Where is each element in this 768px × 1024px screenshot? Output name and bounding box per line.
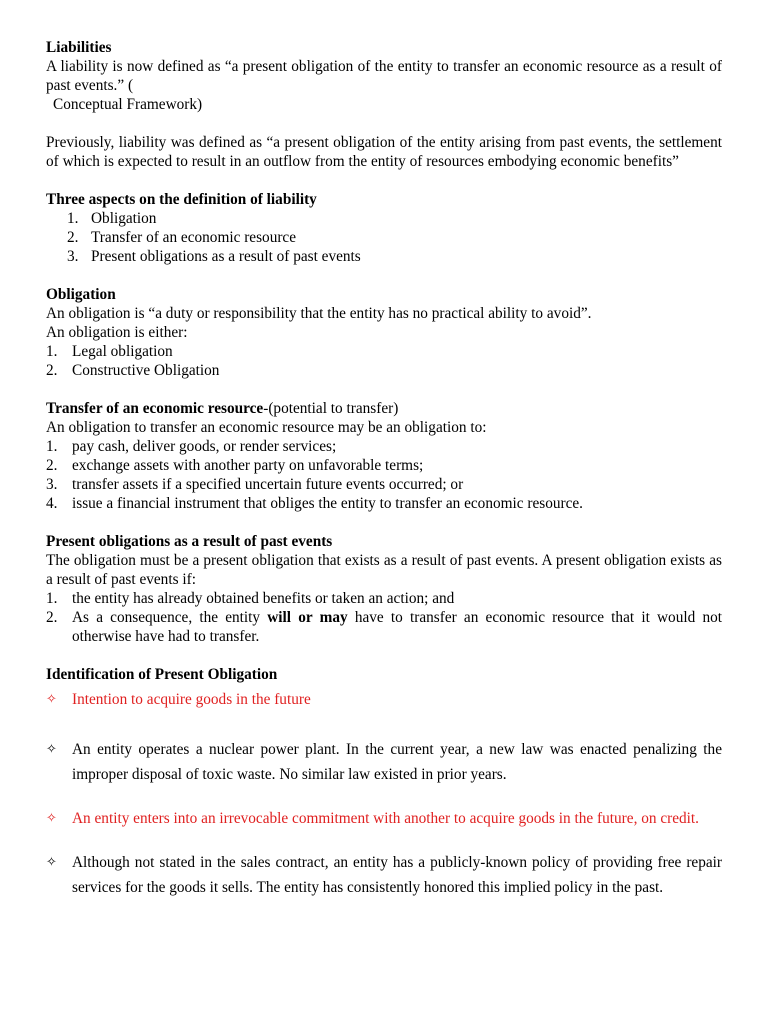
list-item: 2. As a consequence, the entity will or may have to transfer an economic resource that it would not otherwise have had to transfer.	[46, 609, 722, 645]
heading-three-aspects: Three aspects on the definition of liability	[46, 191, 317, 208]
heading-identification: Identification of Present Obligation	[46, 666, 278, 683]
previous-definition: Previously, liability was defined as “a present obligation of the entity arising from past events, the settlement of which is expected to result in an outflow from the entity of resources embodying economic benefits”	[46, 134, 722, 170]
list-item: 2. Constructive Obligation	[46, 362, 220, 379]
list-item: 1. pay cash, deliver goods, or render services;	[46, 438, 337, 455]
transfer-list	[46, 437, 722, 513]
heading-liabilities: Liabilities	[46, 39, 112, 56]
present-obligation-intro: The obligation must be a present obligation that exists as a result of past events. A present obligation exists as a result of past events if:	[46, 552, 722, 588]
liability-definition-source: Conceptual Framework)	[53, 96, 203, 113]
list-item: 1. the entity has already obtained benefits or taken an action; and	[46, 590, 455, 607]
heading-obligation: Obligation	[46, 286, 116, 303]
list-item: 1. Obligation	[67, 210, 157, 227]
list-item: 3. transfer assets if a specified uncertain future events occurred; or	[46, 476, 464, 493]
heading-present-obligations: Present obligations as a result of past events	[46, 533, 333, 550]
diamond-bullet-icon: ✧	[46, 692, 57, 707]
identification-item-2: ✧ An entity operates a nuclear power plant. In the current year, a new law was enacted penalizing the improper disposal of toxic waste. No similar law existed in prior years.	[46, 741, 722, 783]
list-item: 2. exchange assets with another party on unfavorable terms;	[46, 457, 424, 474]
list-item: 4. issue a financial instrument that obliges the entity to transfer an economic resource.	[46, 495, 584, 512]
diamond-bullet-icon: ✧	[46, 855, 57, 870]
obligation-types-list	[46, 342, 722, 380]
liability-definition: A liability is now defined as “a present obligation of the entity to transfer an economic resource as a result of past events.” (	[46, 58, 722, 94]
list-item: 2. Transfer of an economic resource	[67, 229, 297, 246]
diamond-bullet-icon: ✧	[46, 742, 57, 757]
identification-item-4: ✧ Although not stated in the sales contract, an entity has a publicly-known policy of providing free repair services for the goods it sells. The entity has consistently honored this implied policy in the past.	[46, 854, 722, 896]
diamond-bullet-icon: ✧	[46, 811, 57, 826]
present-obligation-list	[46, 589, 722, 646]
list-item: 1. Legal obligation	[46, 343, 173, 360]
identification-item-1: ✧ Intention to acquire goods in the future	[46, 691, 311, 708]
transfer-intro: An obligation to transfer an economic resource may be an obligation to:	[46, 419, 487, 436]
list-item: 3. Present obligations as a result of past events	[67, 248, 361, 265]
aspects-list	[46, 209, 722, 266]
obligation-either: An obligation is either:	[46, 324, 188, 341]
heading-transfer: Transfer of an economic resource-(potential to transfer)	[46, 400, 399, 417]
identification-item-3: ✧ An entity enters into an irrevocable commitment with another to acquire goods in the future, on credit.	[46, 810, 699, 827]
obligation-definition: An obligation is “a duty or responsibility that the entity has no practical ability to avoid”.	[46, 305, 592, 322]
